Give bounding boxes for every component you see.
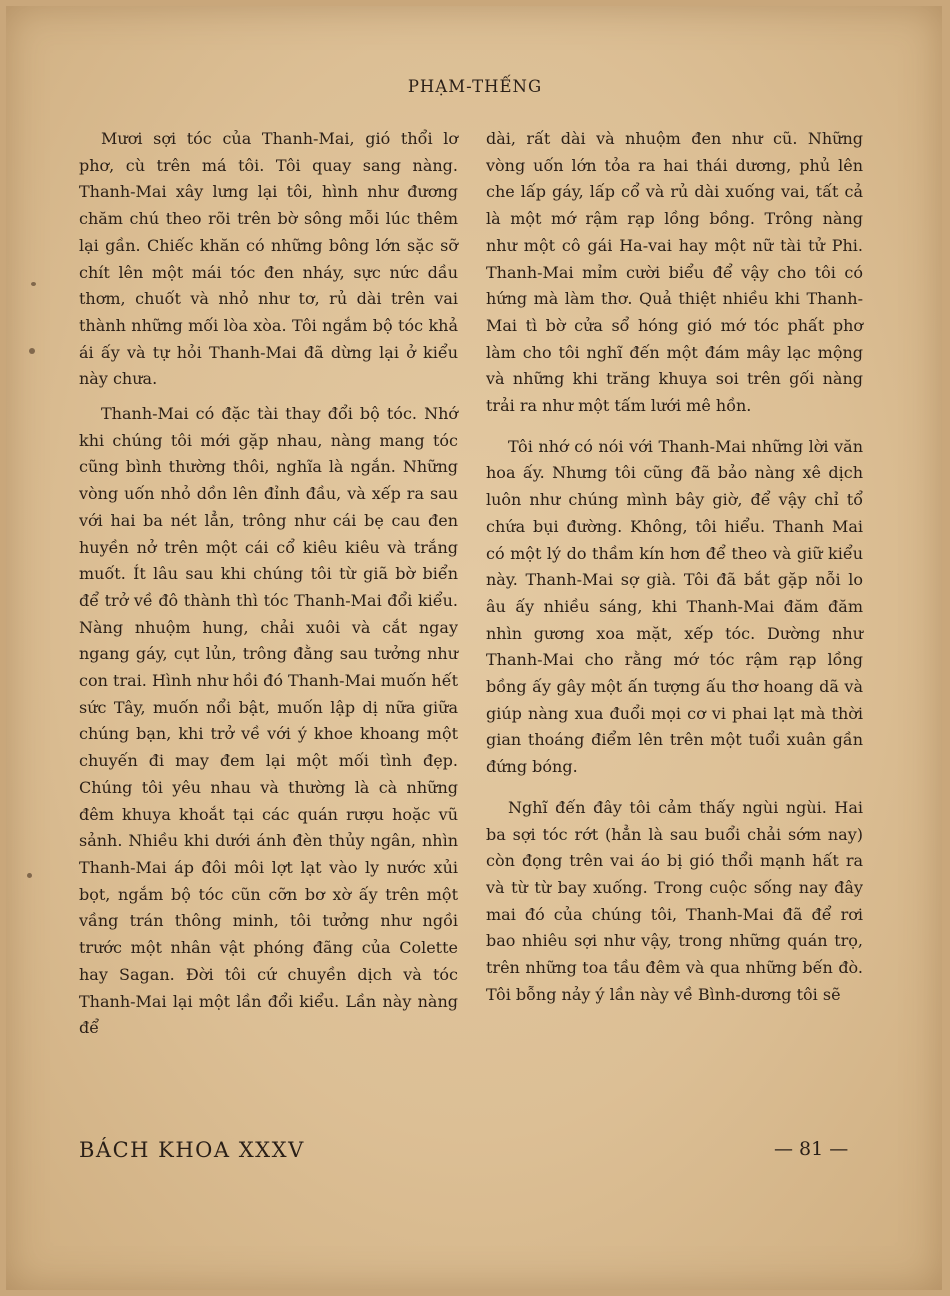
- paper-spot: [31, 282, 36, 286]
- paper-spot: [27, 873, 32, 878]
- paragraph: Thanh-Mai có đặc tài thay đổi bộ tóc. Nhớ khi chúng tôi mới gặp nhau, nàng mang tóc cũng bình thường thôi, nghĩa là ngắn. Những vòng uốn nhỏ dồn lên đỉnh đầu, và xếp ra sau với hai ba nét lẳn, trông như cái bẹ cau đen huyền nở trên một cái cổ kiêu kiêu và trắng muốt. Ít lâu sau khi chúng tôi từ giã bờ biển để trở về đô thành thì tóc Thanh-Mai đổi kiểu. Nàng nhuộm hung, chải xuôi và cắt ngay ngang gáy, cụt lủn, trông đằng sau tưởng như con trai. Hình như hồi đó Thanh-Mai muốn hết sức Tây, muốn nổi bật, muốn lập dị nữa giữa chúng bạn, khi trở về với ý khoe khoang một chuyến đi may đem lại một mối tình đẹp. Chúng tôi yêu nhau và thường là cà những đêm khuya khoắt tại các quán rượu hoặc vũ sảnh. Nhiều khi dưới ánh đèn thủy ngân, nhìn Thanh-Mai áp đôi môi lợt lạt vào ly nước xủi bọt, ngắm bộ tóc cũn cỡn bơ xờ ấy trên một vầng trán thông minh, tôi tưởng như ngồi trước một nhân vật phóng đãng của Colette hay Sagan. Đời tôi cứ chuyền dịch và tóc Thanh-Mai lại một lần đổi kiểu. Lần này nàng để: [79, 404, 458, 1038]
- footer-page-number: — 81 —: [774, 1138, 849, 1160]
- paragraph: Mươi sợi tóc của Thanh-Mai, gió thổi lơ phơ, cù trên má tôi. Tôi quay sang nàng. Thanh-Mai xây lưng lại tôi, hình như đương chăm chú theo rõi trên bờ sông mỗi lúc thêm lại gần. Chiếc khăn có những bông lớn sặc sỡ chít lên một mái tóc đen nháy, sực nức dầu thơm, chuốt và nhỏ như tơ, rủ dài trên vai thành những mối lòa xòa. Tôi ngắm bộ tóc khả ái ấy và tự hỏi Thanh-Mai đã dừng lại ở kiểu này chưa.: [79, 129, 458, 389]
- footer-magazine-title: BÁCH KHOA XXXV: [79, 1138, 305, 1162]
- paragraph: Nghĩ đến đây tôi cảm thấy ngùi ngùi. Hai ba sợi tóc rớt (hẳn là sau buổi chải sớm nay) còn đọng trên vai áo bị gió thổi mạnh hất ra và từ từ bay xuống. Trong cuộc sống nay đây mai đó của chúng tôi, Thanh-Mai đã để rơi bao nhiêu sợi như vậy, trong những quán trọ, trên những toa tầu đêm và qua những bến đò. Tôi bỗng nảy ý lần này về Bình-dương tôi sẽ: [486, 797, 863, 1004]
- paragraph: Tôi nhớ có nói với Thanh-Mai những lời văn hoa ấy. Nhưng tôi cũng đã bảo nàng xê dịch luôn như chúng mình bây giờ, để vậy chỉ tổ chứa bụi đường. Không, tôi hiểu. Thanh Mai có một lý do thầm kín hơn để theo và giữ kiểu này. Thanh-Mai sợ già. Tôi đã bắt gặp nỗi lo âu ấy nhiều sáng, khi Thanh-Mai đăm đăm nhìn gương xoa mặt, xếp tóc. Dường như Thanh-Mai cho rằng mớ tóc rậm rạp lồng bồng ấy gây một ấn tượng ấu thơ hoang dã và giúp nàng xua đuổi mọi cơ vi phai lạt mà thời gian thoáng điểm lên trên một tuổi xuân gần đứng bóng.: [486, 436, 863, 777]
- running-header-author: PHẠM-THẾNG: [407, 77, 543, 96]
- left-text-column: [79, 126, 458, 1042]
- paragraph: dài, rất dài và nhuộm đen như cũ. Những vòng uốn lớn tỏa ra hai thái dương, phủ lên che lấp gáy, lấp cổ và rủ dài xuống vai, tất cả là một mớ rậm rạp lồng bồng. Trông nàng như một cô gái Ha-vai hay một nữ tài tử Phi. Thanh-Mai mỉm cười biểu để vậy cho tôi có hứng mà làm thơ. Quả thiệt nhiều khi Thanh-Mai tì bờ cửa sổ hóng gió mớ tóc phất phơ làm cho tôi nghĩ đến một đám mây lạc mộng và những khi trăng khuya soi trên gối nàng trải ra như một tấm lưới mê hồn.: [486, 129, 863, 416]
- right-text-column: [486, 126, 863, 1009]
- paper-spot: [29, 348, 35, 354]
